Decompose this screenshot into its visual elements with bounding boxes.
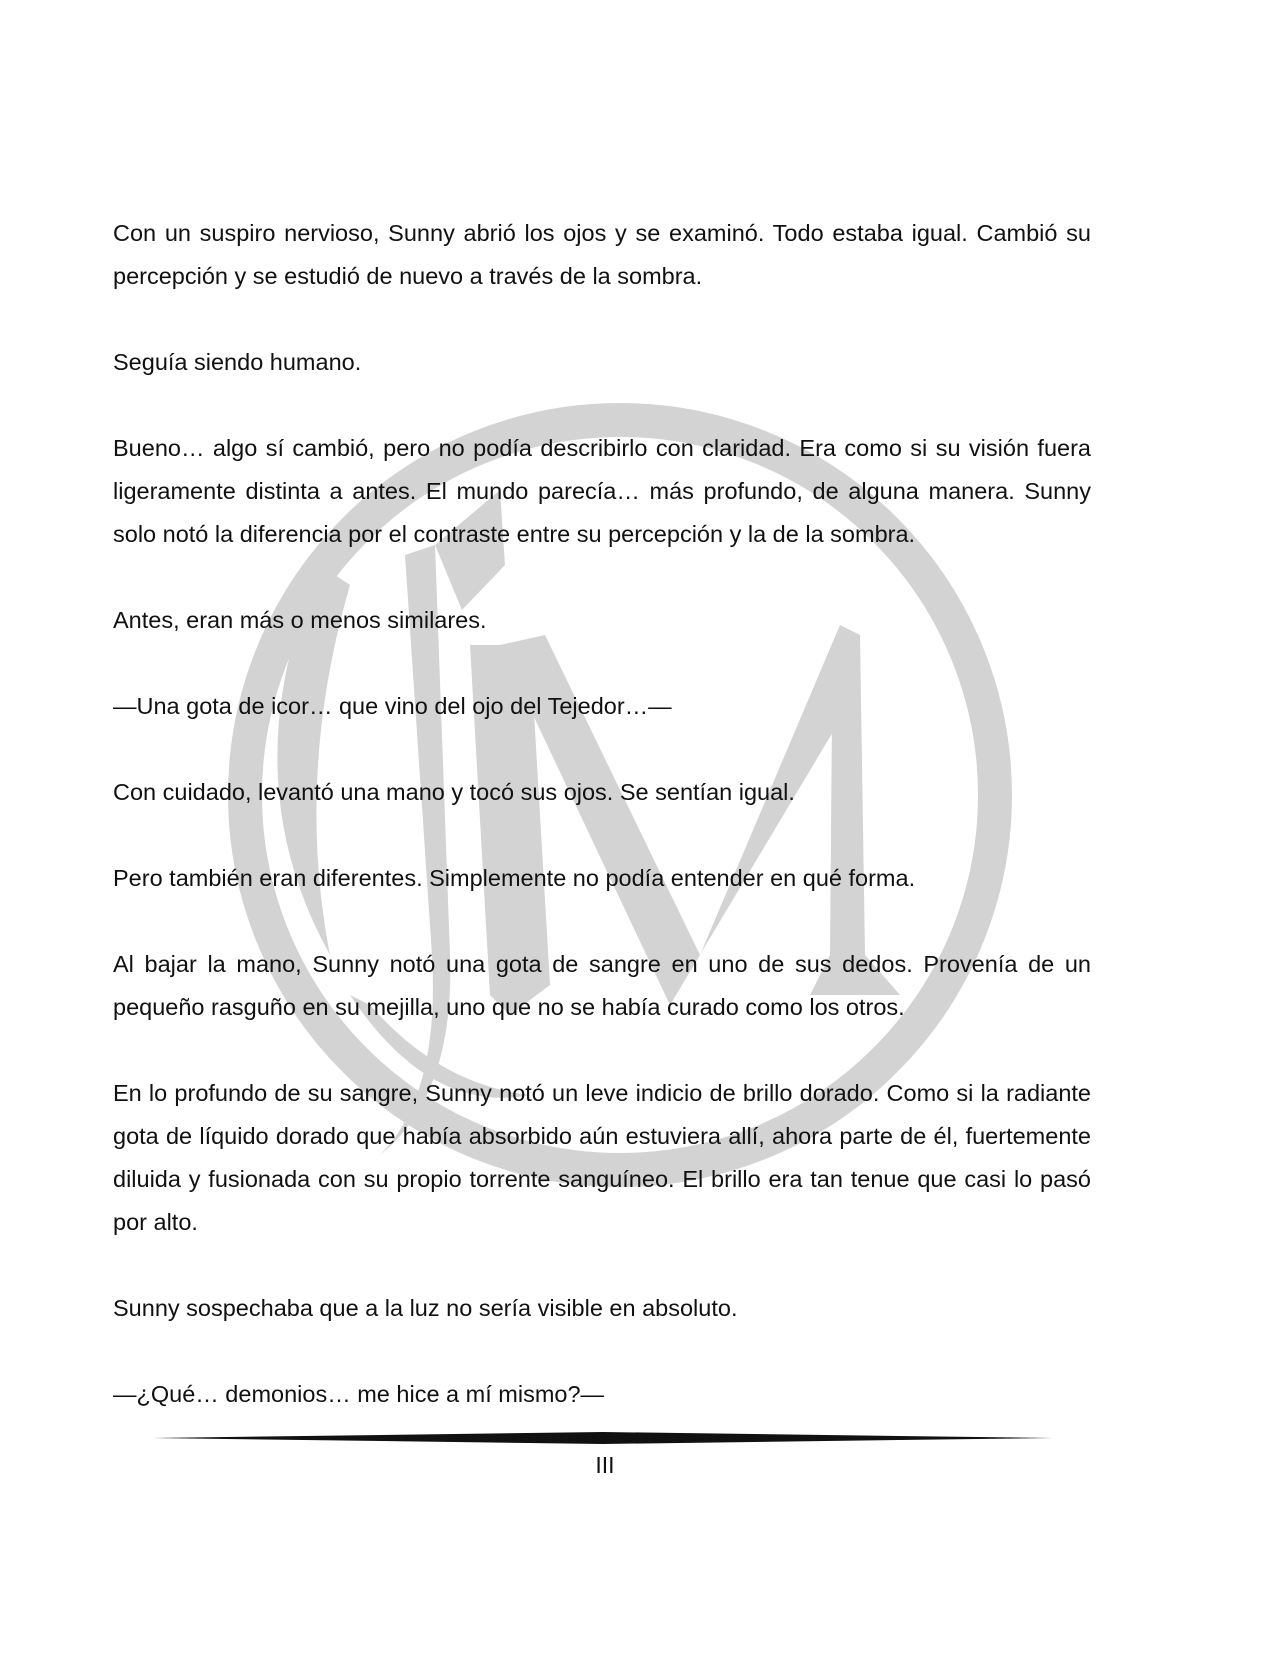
paragraph-1: Con un suspiro nervioso, Sunny abrió los ojos y se examinó. Todo estaba igual. Cambió su percepción y se estudió de nuevo a través de la sombra. — [113, 220, 1091, 289]
paragraph-4: Antes, eran más o menos similares. — [113, 607, 487, 633]
paragraph-3: Bueno… algo sí cambió, pero no podía describirlo con claridad. Era como si su visión fuera ligeramente distinta a antes. El mundo parecía… más profundo, de alguna manera. Sunny solo notó la diferencia por el contraste entre su percepción y la de la sombra. — [113, 435, 1091, 547]
footer-divider — [153, 1431, 1053, 1445]
paragraph-2: Seguía siendo humano. — [113, 349, 362, 375]
page-body — [113, 212, 1091, 1416]
paragraph-5: —Una gota de icor… que vino del ojo del Tejedor…— — [113, 693, 672, 719]
paragraph-9: En lo profundo de su sangre, Sunny notó un leve indicio de brillo dorado. Como si la radiante gota de líquido dorado que había absorbido aún estuviera allí, ahora parte de él, fuertemente diluida y fusionada con su propio torrente sanguíneo. El brillo era tan tenue que casi lo pasó por alto. — [113, 1080, 1091, 1235]
paragraph-10: Sunny sospechaba que a la luz no sería visible en absoluto. — [113, 1295, 738, 1321]
paragraph-11: —¿Qué… demonios… me hice a mí mismo?— — [113, 1381, 605, 1407]
paragraph-8: Al bajar la mano, Sunny notó una gota de sangre en uno de sus dedos. Provenía de un pequeño rasguño en su mejilla, uno que no se había curado como los otros. — [113, 951, 1091, 1020]
page-number: III — [595, 1452, 615, 1478]
paragraph-7: Pero también eran diferentes. Simplemente no podía entender en qué forma. — [113, 865, 916, 891]
paragraph-6: Con cuidado, levantó una mano y tocó sus ojos. Se sentían igual. — [113, 779, 795, 805]
